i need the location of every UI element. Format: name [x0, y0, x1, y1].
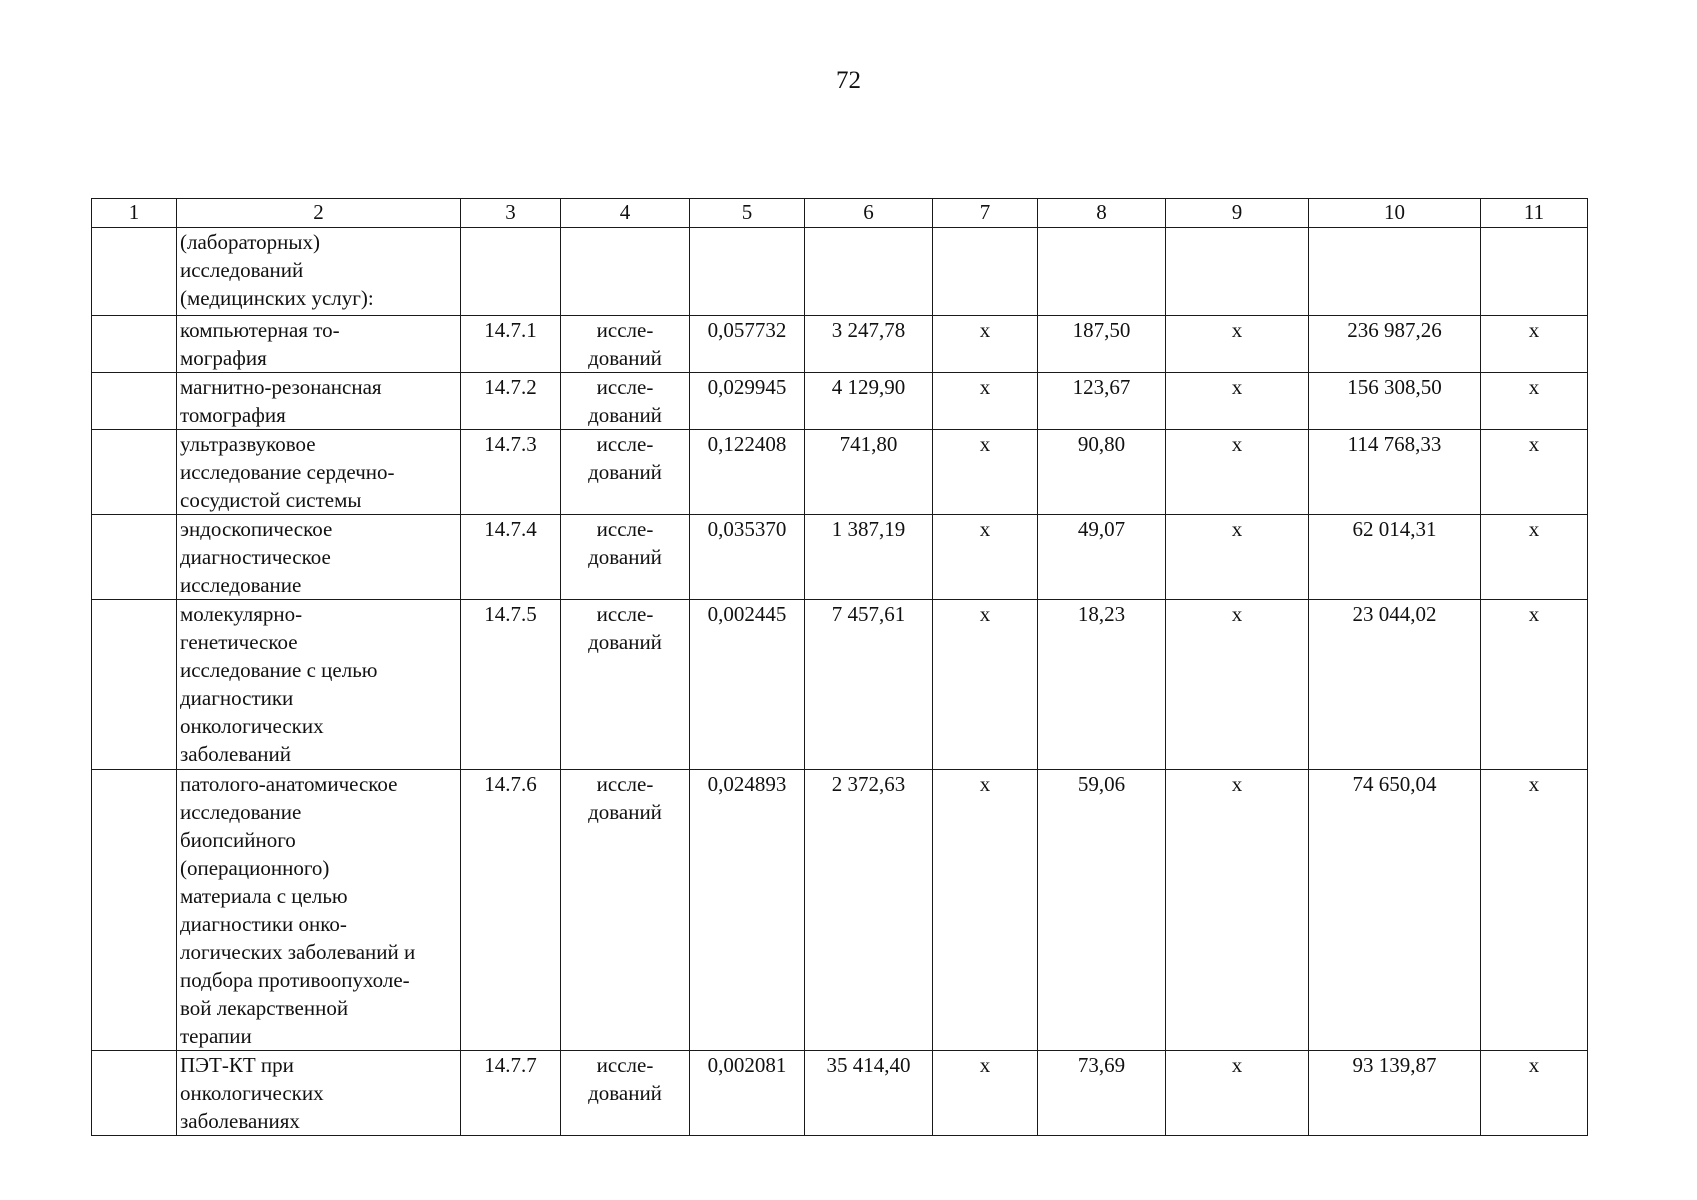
cell-unit	[561, 1051, 690, 1136]
cell-col1	[92, 515, 177, 600]
cell-c7: х	[933, 373, 1038, 430]
cell-name	[177, 770, 461, 1051]
cell-name-text: ультразвуковое исследование сердечно- сосудистой системы	[180, 432, 395, 512]
cell-c8: 187,50	[1038, 316, 1166, 373]
cell-name	[177, 228, 461, 316]
cell-name-text: (лабораторных) исследований (медицинских услуг):	[180, 230, 374, 310]
cell-c9	[1166, 228, 1309, 316]
cell-unit-text: иссле- дований	[588, 517, 662, 569]
page-number: 72	[836, 67, 861, 94]
cell-c5: 0,029945	[690, 373, 805, 430]
cell-c8	[1038, 228, 1166, 316]
cell-c9: х	[1166, 515, 1309, 600]
cell-code: 14.7.3	[461, 430, 561, 515]
table-row	[92, 373, 1588, 430]
cell-c5	[690, 228, 805, 316]
cell-c9: х	[1166, 373, 1309, 430]
cell-c11: х	[1481, 515, 1588, 600]
header-col-5: 5	[690, 199, 805, 228]
cell-code: 14.7.1	[461, 316, 561, 373]
cell-code: 14.7.6	[461, 770, 561, 1051]
cell-c7: х	[933, 1051, 1038, 1136]
cell-name	[177, 600, 461, 770]
cell-code: 14.7.4	[461, 515, 561, 600]
table-row	[92, 600, 1588, 770]
cell-col1	[92, 373, 177, 430]
cell-c6: 741,80	[805, 430, 933, 515]
cell-c10: 62 014,31	[1309, 515, 1481, 600]
cell-c11: х	[1481, 600, 1588, 770]
cell-name	[177, 430, 461, 515]
cell-c5: 0,035370	[690, 515, 805, 600]
cell-name-text: молекулярно- генетическое исследование с целью диагностики онкологических заболеваний	[180, 602, 378, 766]
cell-c10	[1309, 228, 1481, 316]
cell-c8: 123,67	[1038, 373, 1166, 430]
cell-c5: 0,002445	[690, 600, 805, 770]
cell-c8: 18,23	[1038, 600, 1166, 770]
cell-c10: 236 987,26	[1309, 316, 1481, 373]
cell-col1	[92, 600, 177, 770]
cell-c8: 59,06	[1038, 770, 1166, 1051]
cell-c6	[805, 228, 933, 316]
cell-c7	[933, 228, 1038, 316]
table-row	[92, 770, 1588, 1051]
cell-c5: 0,057732	[690, 316, 805, 373]
cell-code: 14.7.2	[461, 373, 561, 430]
cell-c9: х	[1166, 316, 1309, 373]
table-body	[92, 228, 1588, 1136]
cell-c7: х	[933, 515, 1038, 600]
cell-c10: 114 768,33	[1309, 430, 1481, 515]
cell-c7: х	[933, 770, 1038, 1051]
cell-c8: 90,80	[1038, 430, 1166, 515]
cell-name-text: магнитно-резонансная томография	[180, 375, 382, 427]
table-row	[92, 1051, 1588, 1136]
cell-code: 14.7.5	[461, 600, 561, 770]
cell-c8: 49,07	[1038, 515, 1166, 600]
table-row	[92, 430, 1588, 515]
cell-c6: 4 129,90	[805, 373, 933, 430]
cell-unit	[561, 515, 690, 600]
cell-unit-text: иссле- дований	[588, 432, 662, 484]
cell-name	[177, 316, 461, 373]
cell-name-text: компьютерная то- мография	[180, 318, 340, 370]
cell-name-text: патолого-анатомическое исследование биопсийного (операционного) материала с целью диагностики онко- логических заболеваний и подбора противоопухоле- вой лекарственной терапии	[180, 772, 416, 1048]
cell-unit	[561, 600, 690, 770]
cell-name	[177, 1051, 461, 1136]
cell-c11: х	[1481, 1051, 1588, 1136]
cell-c10: 23 044,02	[1309, 600, 1481, 770]
header-col-10: 10	[1309, 199, 1481, 228]
cell-unit	[561, 316, 690, 373]
cell-c11: х	[1481, 770, 1588, 1051]
cell-c8: 73,69	[1038, 1051, 1166, 1136]
cell-unit-text: иссле- дований	[588, 772, 662, 824]
cell-c11: х	[1481, 316, 1588, 373]
header-col-9: 9	[1166, 199, 1309, 228]
cell-c5: 0,122408	[690, 430, 805, 515]
cell-unit	[561, 770, 690, 1051]
cell-code: 14.7.7	[461, 1051, 561, 1136]
header-col-8: 8	[1038, 199, 1166, 228]
cell-name-text: эндоскопическое диагностическое исследование	[180, 517, 333, 597]
header-col-3: 3	[461, 199, 561, 228]
cell-name	[177, 373, 461, 430]
cell-c9: х	[1166, 430, 1309, 515]
cell-unit-text: иссле- дований	[588, 602, 662, 654]
cell-c7: х	[933, 430, 1038, 515]
cell-col1	[92, 770, 177, 1051]
header-col-7: 7	[933, 199, 1038, 228]
cell-c7: х	[933, 316, 1038, 373]
cell-col1	[92, 316, 177, 373]
data-table	[91, 198, 1588, 1136]
cell-col1	[92, 228, 177, 316]
cell-c11: х	[1481, 430, 1588, 515]
header-col-4: 4	[561, 199, 690, 228]
cell-col1	[92, 1051, 177, 1136]
cell-unit	[561, 430, 690, 515]
cell-c10: 156 308,50	[1309, 373, 1481, 430]
table-row	[92, 515, 1588, 600]
table-row	[92, 228, 1588, 316]
cell-name-text: ПЭТ-КТ при онкологических заболеваниях	[180, 1053, 324, 1133]
header-col-6: 6	[805, 199, 933, 228]
cell-c9: х	[1166, 600, 1309, 770]
header-col-1: 1	[92, 199, 177, 228]
cell-code	[461, 228, 561, 316]
cell-c9: х	[1166, 770, 1309, 1051]
cell-c5: 0,002081	[690, 1051, 805, 1136]
cell-c6: 35 414,40	[805, 1051, 933, 1136]
cell-c9: х	[1166, 1051, 1309, 1136]
table-row	[92, 316, 1588, 373]
header-col-2: 2	[177, 199, 461, 228]
cell-c6: 3 247,78	[805, 316, 933, 373]
cell-unit-text: иссле- дований	[588, 375, 662, 427]
cell-unit-text: иссле- дований	[588, 318, 662, 370]
cell-unit-text: иссле- дований	[588, 1053, 662, 1105]
cell-unit	[561, 228, 690, 316]
cell-unit	[561, 373, 690, 430]
cell-name	[177, 515, 461, 600]
cell-c10: 93 139,87	[1309, 1051, 1481, 1136]
cell-c6: 1 387,19	[805, 515, 933, 600]
header-col-11: 11	[1481, 199, 1588, 228]
cell-c10: 74 650,04	[1309, 770, 1481, 1051]
cell-c5: 0,024893	[690, 770, 805, 1051]
cell-col1	[92, 430, 177, 515]
header-row	[92, 199, 1588, 228]
cell-c6: 2 372,63	[805, 770, 933, 1051]
cell-c11: х	[1481, 373, 1588, 430]
cell-c7: х	[933, 600, 1038, 770]
cell-c11	[1481, 228, 1588, 316]
table-header	[92, 199, 1588, 228]
cell-c6: 7 457,61	[805, 600, 933, 770]
